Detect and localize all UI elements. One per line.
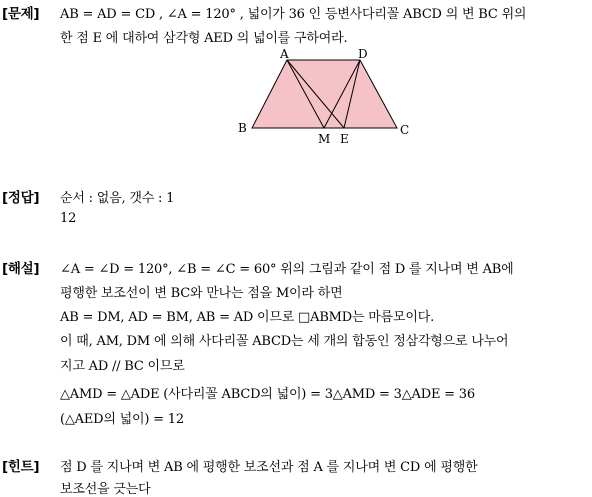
label-C: C — [400, 123, 410, 137]
solution-line-6: △AMD = △ADE (사다리꼴 ABCD의 넓이) = 3△AMD = 3△ADE = 36 — [60, 387, 475, 402]
trapezoid-fill — [252, 60, 397, 128]
solution-line-5: 지고 AD // BC 이므로 — [60, 359, 185, 374]
solution-line-3: AB = DM, AD = BM, AB = AD 이므로 □ABMD는 마름모이다. — [60, 310, 435, 325]
problem-tag: [문제] — [2, 6, 40, 22]
solution-line-4: 이 때, AM, DM 에 의해 사다리꼴 ABCD는 세 개의 합동인 정삼각형으로 나누어 — [60, 334, 509, 349]
solution-line-1: ∠A = ∠D = 120°, ∠B = ∠C = 60° 위의 그림과 같이 점 D 를 지나며 변 AB에 — [60, 262, 514, 277]
label-A: A — [280, 47, 289, 61]
answer-line-2: 12 — [60, 211, 77, 226]
trapezoid-figure — [232, 46, 422, 150]
hint-tag: [힌트] — [2, 459, 40, 475]
label-D: D — [358, 47, 368, 61]
label-B: B — [238, 121, 247, 135]
solution-line-7: (△AED의 넓이) = 12 — [60, 412, 184, 427]
answer-tag: [정답] — [2, 190, 40, 206]
answer-line-1: 순서 : 없음, 갯수 : 1 — [60, 191, 175, 206]
hint-line-1: 점 D 를 지나며 변 AB 에 평행한 보조선과 점 A 를 지나며 변 CD 에 평행한 — [60, 460, 478, 475]
label-E: E — [340, 132, 349, 146]
problem-line-1: AB = AD = CD , ∠A = 120° , 넓이가 36 인 등변사다리꼴 ABCD 의 변 BC 위의 — [60, 7, 527, 22]
problem-line-2: 한 점 E 에 대하여 삼각형 AED 의 넓이를 구하여라. — [60, 31, 348, 46]
label-M: M — [318, 132, 331, 146]
solution-line-2: 평행한 보조선이 변 BC와 만나는 점을 M이라 하면 — [60, 286, 343, 301]
solution-tag: [해설] — [2, 261, 40, 277]
hint-line-2: 보조선을 긋는다 — [60, 482, 151, 497]
